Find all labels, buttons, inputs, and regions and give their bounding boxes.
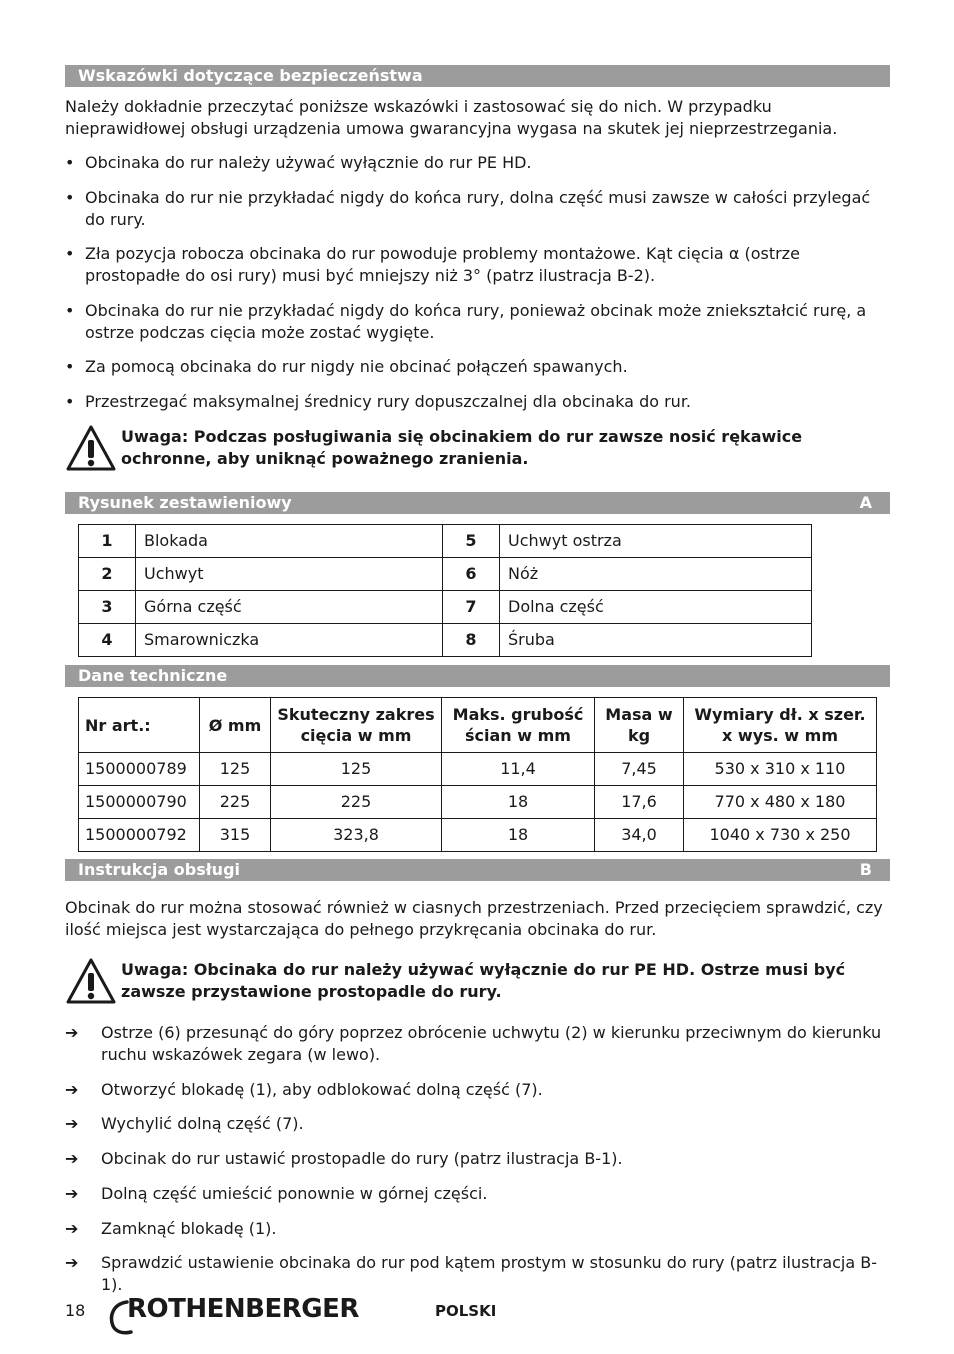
warning-pe-hd: Uwaga: Obcinaka do rur należy używać wyłącznie do rur PE HD. Ostrze musi być zawsze przystawione prostopadle do rury. (65, 959, 890, 1003)
arrow-right-icon: ➔ (65, 1184, 79, 1203)
section-title: Dane techniczne (78, 666, 228, 685)
operation-intro: Obcinak do rur można stosować również w ciasnych przestrzeniach. Przed przecięciem sprawdzić, czy ilość miejsca jest wystarczająca do pełnego przykręcania obcinaka do rur. (65, 898, 883, 939)
arrow-right-icon: ➔ (65, 1114, 79, 1133)
table-row: 3 Górna część 7 Dolna część (79, 591, 812, 624)
table-row: 4 Smarowniczka 8 Śruba (79, 624, 812, 657)
section-header-tech (65, 665, 890, 687)
step-item: ➔ Obcinak do rur ustawić prostopadle do rury (patrz ilustracja B-1). (65, 1149, 623, 1168)
step-item: ➔ Sprawdzić ustawienie obcinaka do rur pod kątem prostym w stosunku do rury (patrz ilustracja B-1). (65, 1253, 878, 1294)
page-footer (65, 1294, 890, 1338)
parts-table (78, 524, 812, 657)
section-header-safety (65, 65, 890, 87)
arrow-right-icon: ➔ (65, 1023, 79, 1042)
warning-triangle-icon (65, 957, 117, 1005)
arrow-right-icon: ➔ (65, 1219, 79, 1238)
safety-bullet: • Obcinaka do rur nie przykładać nigdy do końca rury, dolna część musi zawsze w całości przylegać do rury. (65, 188, 871, 229)
bullet-dot: • (65, 188, 75, 207)
section-letter: A (859, 493, 872, 512)
table-row: 1500000792 315 323,8 18 34,0 1040 x 730 x 250 (79, 819, 877, 852)
bullet-dot: • (65, 301, 75, 320)
language-label: POLSKI (435, 1302, 497, 1320)
safety-bullet: • Obcinaka do rur nie przykładać nigdy do końca rury, ponieważ obcinak może zniekształcić rurę, a ostrze podczas cięcia może zostać wygięte. (65, 301, 867, 342)
table-row: 2 Uchwyt 6 Nóż (79, 558, 812, 591)
section-header-assembly (65, 492, 890, 514)
bullet-dot: • (65, 244, 75, 263)
step-item: ➔ Otworzyć blokadę (1), aby odblokować dolną część (7). (65, 1080, 543, 1099)
safety-bullet: • Zła pozycja robocza obcinaka do rur powoduje problemy montażowe. Kąt cięcia α (ostrze prostopadłe do osi rury) musi być mniejszy niż 3° (patrz ilustracja B-2). (65, 244, 800, 285)
table-header-row: Nr art.: Ø mm Skuteczny zakres cięcia w mm Maks. grubość ścian w mm Masa w kg Wymiary dł. x szer. x wys. w mm (79, 698, 877, 753)
safety-bullet: • Za pomocą obcinaka do rur nigdy nie obcinać połączeń spawanych. (65, 357, 628, 376)
table-row: 1500000789 125 125 11,4 7,45 530 x 310 x 110 (79, 753, 877, 786)
bullet-dot: • (65, 357, 75, 376)
brand-logo: ROTHENBERGER (127, 1294, 359, 1324)
warning-triangle-icon (65, 424, 117, 472)
section-title: Instrukcja obsługi (78, 860, 241, 879)
step-item: ➔ Ostrze (6) przesunąć do góry poprzez obrócenie uchwytu (2) w kierunku przeciwnym do kierunku ruchu wskazówek zegara (w lewo). (65, 1023, 882, 1064)
section-letter: B (859, 860, 872, 879)
page-number: 18 (65, 1301, 86, 1320)
arrow-right-icon: ➔ (65, 1253, 79, 1272)
step-item: ➔ Wychylić dolną część (7). (65, 1114, 304, 1133)
arrow-right-icon: ➔ (65, 1149, 79, 1168)
bullet-dot: • (65, 153, 75, 172)
tech-table (78, 697, 877, 852)
safety-bullet: • Przestrzegać maksymalnej średnicy rury dopuszczalnej dla obcinaka do rur. (65, 392, 692, 411)
step-item: ➔ Zamknąć blokadę (1). (65, 1219, 277, 1238)
section-title: Rysunek zestawieniowy (78, 493, 292, 512)
arrow-right-icon: ➔ (65, 1080, 79, 1099)
section-title: Wskazówki dotyczące bezpieczeństwa (78, 66, 423, 85)
step-item: ➔ Dolną część umieścić ponownie w górnej części. (65, 1184, 488, 1203)
safety-intro: Należy dokładnie przeczytać poniższe wskazówki i zastosować się do nich. W przypadku nieprawidłowej obsługi urządzenia umowa gwarancyjna wygasa na skutek jej nieprzestrzegania. (65, 97, 838, 138)
table-row: 1 Blokada 5 Uchwyt ostrza (79, 525, 812, 558)
section-header-operation (65, 859, 890, 881)
table-row: 1500000790 225 225 18 17,6 770 x 480 x 180 (79, 786, 877, 819)
safety-bullet: • Obcinaka do rur należy używać wyłącznie do rur PE HD. (65, 153, 532, 172)
warning-gloves: Uwaga: Podczas posługiwania się obcinakiem do rur zawsze nosić rękawice ochronne, aby uniknąć poważnego zranienia. (65, 426, 890, 470)
bullet-dot: • (65, 392, 75, 411)
